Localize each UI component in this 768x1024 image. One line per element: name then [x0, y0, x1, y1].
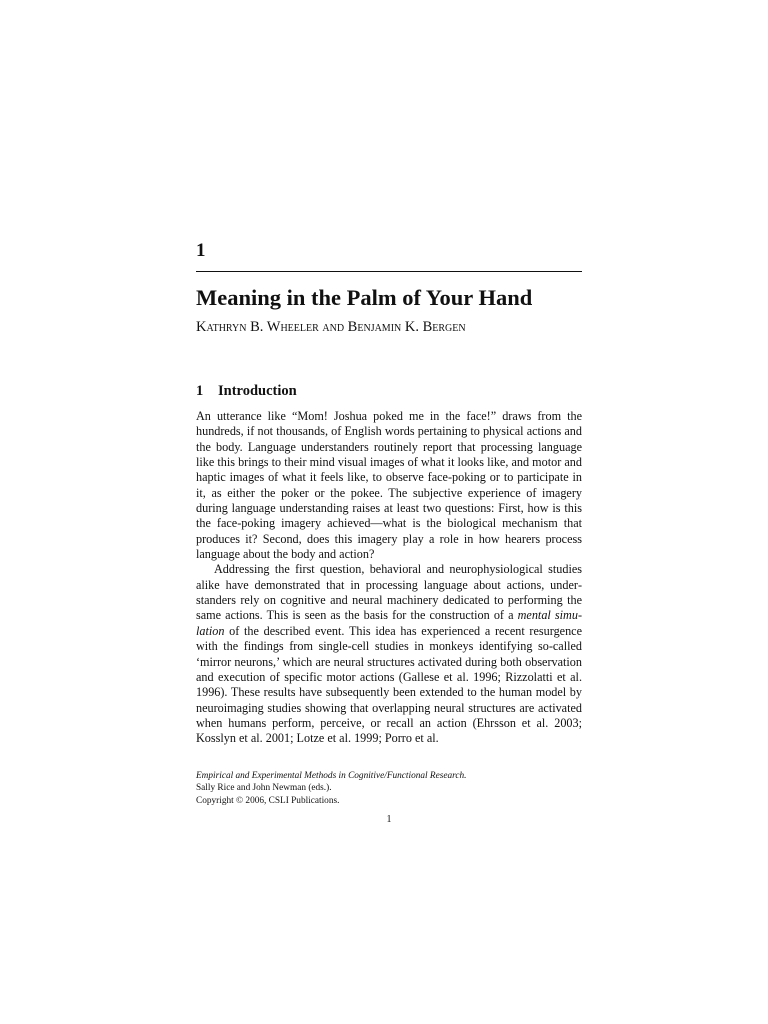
section-number: 1: [196, 383, 204, 399]
paragraph-2: [196, 562, 582, 746]
section-title: Introduction: [218, 383, 297, 399]
paragraph-2-text-b: of the described event. This idea has experienced a recent resurgence with the findings from single-cell studies in monkeys identifying so-called ‘mirror neurons,’ which are neural structures activated during both observation and execution of specific motor actions (Gallese et al. 1996; Rizzolatti et al. 1996). These results have subsequently been extended to the human model by neuroimaging studies showing that overlapping neural structures are activated when humans perform, perceive, or recall an action (Ehrsson et al. 2003; Kosslyn et al. 2001; Lotze et al. 1999; Porro et al.: [196, 623, 582, 746]
footnote-book-title: Empirical and Experimental Methods in Cognitive/Functional Research.: [196, 771, 467, 781]
paragraph-2-text-a: Addressing the first question, behavioral and neurophysiological studies alike have demonstrated that in processing language about actions, understanders rely on cognitive and neural machinery dedicated to performing the same actions. This is seen as the basis for the construction of a: [196, 562, 582, 623]
first-page-footnote: [196, 770, 582, 807]
body-text: [196, 409, 582, 747]
paragraph-1: An utterance like “Mom! Joshua poked me in the face!” draws from the hundreds, if not thousands, of English words pertaining to physical actions and the body. Language understanders routinely report that processing language like this brings to their mind visual images of what it looks like, and motor and haptic images of what it feels like, to observe face-poking or to participate in it, as either the poker or the pokee. The subjective experience of imagery during language understanding raises at least two questions: First, how is this the face-poking imagery achieved—what is the biological mechanism that produces it? Second, does this imagery play a role in how hearers process language about the body and action?: [196, 409, 582, 562]
footnote-copyright: Copyright © 2006, CSLI Publications.: [196, 795, 340, 806]
section-heading: [196, 382, 297, 400]
chapter-number: 1: [196, 240, 206, 261]
document-page: [196, 0, 582, 1024]
paragraph-2-italic-term: mental simulation: [196, 608, 582, 638]
page-number: 1: [386, 814, 392, 825]
chapter-title: Meaning in the Palm of Your Hand: [196, 285, 533, 310]
footnote-editors: Sally Rice and John Newman (eds.).: [196, 783, 332, 794]
chapter-divider-rule: [196, 271, 582, 272]
chapter-authors: Kathryn B. Wheeler and Benjamin K. Bergen: [196, 319, 466, 335]
